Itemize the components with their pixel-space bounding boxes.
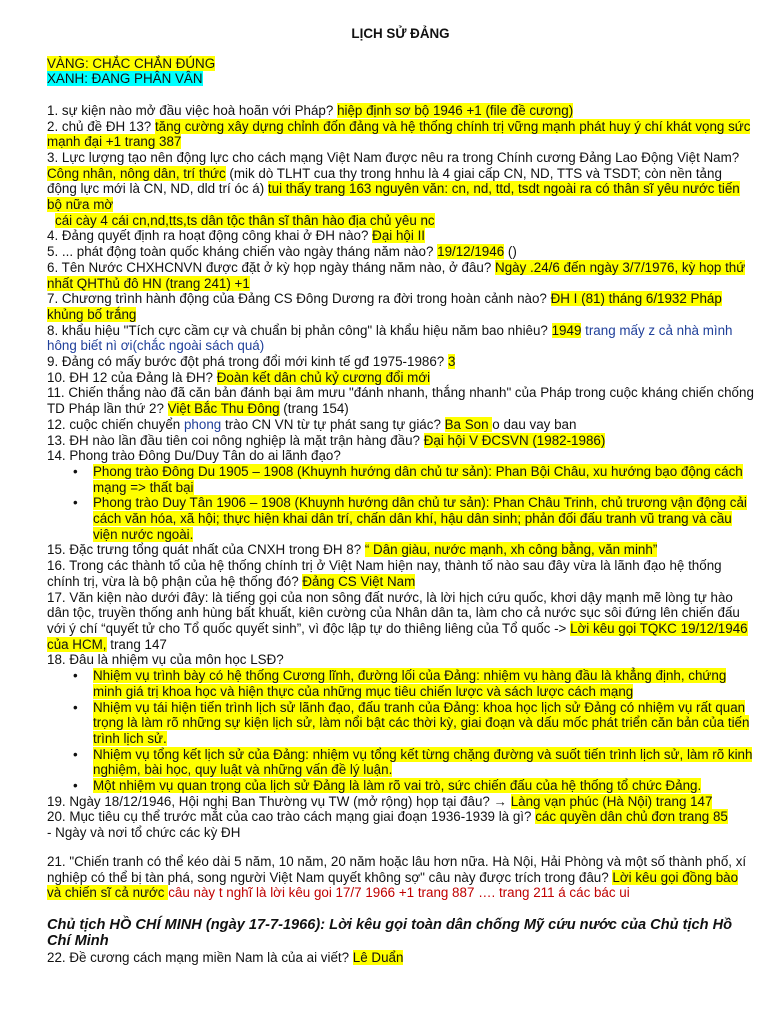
question-text: 6. Tên Nước CHXHCNVN được đặt ở kỳ họp ngày tháng năm nào, ở đâu?	[47, 259, 496, 275]
note-line: - Ngày và nơi tổ chức các kỳ ĐH	[47, 825, 241, 841]
answer-text-2: tui thấy trang 163 nguyên văn: cn, nd, ttd, tsdt ngoài ra có thân sĩ yêu nước tiến bộ nữa mờ	[47, 181, 740, 213]
question-text: 18. Đâu là nhiệm vụ của môn học LSĐ?	[47, 652, 284, 668]
question-8	[47, 323, 754, 354]
question-text: 1. sự kiện nào mở đầu việc hoà hoãn với Pháp?	[47, 102, 338, 118]
answer-text: Lời kêu gọi đồng bào và chiến sĩ cả nước	[47, 869, 739, 901]
legend-cyan-text: XANH: ĐANG PHÂN VÂN	[47, 71, 203, 87]
question-3-extra	[47, 213, 754, 229]
question-15	[47, 542, 754, 558]
page-title: LỊCH SỬ ĐẢNG	[351, 26, 450, 41]
answer-text: ĐH I (81) tháng 6/1932 Pháp khủng bố trắng	[47, 291, 722, 322]
tail-text: (trang 154)	[279, 401, 349, 417]
answer-text: Ngày .24/6 đến ngày 3/7/1976, kỳ họp thứ nhất QHThủ đô HN (trang 241) +1	[47, 259, 746, 291]
question-text: 22. Đề cương cách mạng miền Nam là của ai viết?	[47, 949, 353, 965]
question-14-list	[47, 464, 754, 543]
tail-text: o dau vay ban	[492, 416, 577, 432]
question-16	[47, 558, 754, 589]
answer-text: Nhiệm vụ trình bày có hệ thống Cương lĩnh, đường lối của Đảng: nhiệm vụ hàng đầu là khẳng định, chứng minh giá trị khoa học và hiện thực của những mục tiêu chiến lược và sách lược cách mạng	[93, 668, 727, 699]
question-text: 19. Ngày 18/12/1946, Hội nghị Ban Thường vụ TW (mở rộng) họp tại đâu? →	[47, 793, 511, 809]
question-text: 4. Đảng quyết định ra hoạt động công khai ở ĐH nào?	[47, 228, 373, 244]
question-2	[47, 119, 754, 150]
answer-text: Ba Son	[444, 416, 493, 432]
answer-text: hiệp định sơ bộ 1946 +1 (file đề cương)	[337, 102, 574, 118]
answer-text: Phong trào Đông Du 1905 – 1908 (Khuynh hướng dân chủ tư sản): Phan Bội Châu, xu hướng bạo động cách mạng => thất bại	[93, 463, 743, 495]
question-3	[47, 150, 754, 213]
question-17	[47, 590, 754, 653]
question-text: 20. Mục tiêu cụ thể trước mắt của cao trào cách mạng giai đoạn 1936-1939 là gì?	[47, 809, 536, 825]
question-10	[47, 370, 754, 386]
legend-cyan	[47, 71, 754, 87]
question-text: 5. ... phát động toàn quốc kháng chiến vào ngày tháng năm nào?	[47, 244, 438, 260]
answer-text: Làng vạn phúc (Hà Nội) trang 147	[510, 793, 713, 809]
answer-text: Nhiệm vụ tái hiện tiến trình lịch sử lãnh đạo, đấu tranh của Đảng: khoa học lịch sử Đảng có nhiệm vụ rất quan trọng là làm rõ những sự kiện lịch sử, làm nổi bật các thời kỳ, giai đoạn và dấu mốc phát triển căn bản của tiến trình lịch sử.	[93, 699, 750, 746]
blue-word: phong	[183, 416, 222, 432]
spacer	[47, 841, 754, 854]
list-item	[93, 700, 754, 747]
answer-text: Lê Duẩn	[352, 949, 404, 965]
tail-text: trang 147	[106, 636, 167, 652]
question-14	[47, 448, 754, 464]
note-text: câu này t nghĩ là lời kêu goi 17/7 1966 +1 trang 887 …. trang 211 á các bác ui	[168, 885, 630, 901]
question-text: 2. chủ đề ĐH 13?	[47, 118, 155, 134]
answer-text: Đoàn kết dân chủ kỷ cương đổi mới	[216, 369, 431, 385]
question-text-2: trào CN VN từ tự phát sang tự giác?	[221, 416, 445, 432]
question-text: 12. cuộc chiến chuyển	[47, 416, 184, 432]
answer-text: 1949	[551, 322, 582, 338]
question-text: 11. Chiến thắng nào đã căn bản đánh bại âm mưu "đánh nhanh, thắng nhanh" của Pháp trong cuộc kháng chiến chống TD Pháp lần thứ 2?	[47, 385, 754, 417]
answer-text: Lời kêu gọi TQKC 19/12/1946 của HCM,	[47, 621, 748, 652]
question-6	[47, 260, 754, 291]
question-7	[47, 291, 754, 322]
question-20	[47, 809, 754, 825]
question-18-list	[47, 668, 754, 794]
answer-text: Một nhiệm vụ quan trọng của lịch sử Đảng là làm rõ vai trò, sức chiến đấu của hệ thống tổ chức Đảng.	[93, 778, 702, 794]
question-text: 21. "Chiến tranh có thể kéo dài 5 năm, 10 năm, 20 năm hoặc lâu hơn nữa. Hà Nội, Hải Phòng và một số thành phố, xí nghiệp có thể bị tàn phá, song người Việt Nam quyết không sợ" câu này được trích trong đâu?	[47, 853, 747, 885]
question-text: 15. Đặc trưng tổng quát nhất của CNXH trong ĐH 8?	[47, 542, 365, 558]
question-1	[47, 103, 754, 119]
answer-text: Phong trào Duy Tân 1906 – 1908 (Khuynh hướng dân chủ tư sản): Phan Châu Trinh, chủ trương vận động cải cách văn hóa, xã hội; thực hiện khai dân trí, chấn dân khí, hậu dân sinh; phản đối đấu tranh vũ trang và cầu viện nước ngoài.	[93, 495, 747, 542]
answer-text: Nhiệm vụ tổng kết lịch sử của Đảng: nhiệm vụ tổng kết từng chặng đường và suốt tiến trình lịch sử, làm rõ kinh nghiệm, bài học, quy luật và những vấn đề lý luận.	[93, 746, 753, 778]
question-12	[47, 417, 754, 433]
list-item	[93, 747, 754, 778]
question-text: 17. Văn kiện nào dưới đây: là tiếng gọi của non sông đất nước, là lời hịch cứu quốc, khơi dậy mạnh mẽ lòng tự hào dân tộc, truyền thống anh hùng bất khuất, kiên cường của Nhân dân ta, làm cho cả nước sục sôi đứng lên chiến đấu với ý chí “quyết tử cho Tổ quốc quyết sinh”, vì độc lập tự do thiêng liêng của Tổ quốc ->	[47, 589, 740, 636]
legend-yellow-text: VÀNG: CHẮC CHẮN ĐÚNG	[47, 55, 216, 71]
question-11	[47, 385, 754, 416]
question-4	[47, 228, 754, 244]
answer-text: Việt Bắc Thu Đông	[167, 401, 280, 417]
answer-text: Công nhân, nông dân, trí thức	[47, 165, 226, 181]
answer-text-3: cái cày 4 cái cn,nd,tts,ts dân tộc thân sĩ thân hào địa chủ yêu nc	[55, 212, 435, 228]
question-5	[47, 244, 754, 260]
question-21	[47, 854, 754, 901]
question-text: 13. ĐH nào lần đầu tiên coi nông nghiệp là mặt trận hàng đầu?	[47, 432, 424, 448]
question-text: 10. ĐH 12 của Đảng là ĐH?	[47, 369, 217, 385]
question-text: 14. Phong trào Đông Du/Duy Tân do ai lãnh đạo?	[47, 448, 341, 464]
list-item	[93, 495, 754, 542]
answer-text: 3	[447, 354, 456, 370]
question-text: 16. Trong các thành tố của hệ thống chính trị ở Việt Nam hiện nay, thành tố nào sau đây vừa là lãnh đạo hệ thống chính trị, vừa là bộ phận của hệ thống đó?	[47, 558, 722, 589]
answer-text: Đại hội II	[372, 228, 426, 244]
answer-text: tăng cường xây dựng chỉnh đốn đảng và hệ thống chính trị vững mạnh phát huy ý chí khát vọng sức mạnh đại +1 trang 387	[47, 118, 751, 150]
question-22	[47, 950, 754, 966]
answer-text: Đại hội V ĐCSVN (1982-1986)	[423, 432, 606, 448]
spacer	[47, 901, 754, 914]
question-19	[47, 794, 754, 810]
question-9	[47, 354, 754, 370]
question-18	[47, 652, 754, 668]
question-text: 9. Đảng có mấy bước đột phá trong đổi mới kinh tế gđ 1975-1986?	[47, 354, 448, 370]
section-heading: Chủ tịch HỒ CHÍ MINH (ngày 17-7-1966): Lời kêu gọi toàn dân chống Mỹ cứu nước của Chủ tịch Hồ Chí Minh	[47, 916, 733, 950]
note-text: (mik dò TLHT cua thy trong hnhu là 4 giai cấp CN, ND, TTS và TSDT; còn nền tảng động lực mới là CN, ND, dld trí óc á)	[47, 165, 722, 197]
legend-yellow	[47, 56, 754, 72]
tail-text: ()	[504, 244, 517, 260]
question-text: 3. Lực lượng tạo nên động lực cho cách mạng Việt Nam được nêu ra trong Chính cương Đảng Lao Động Việt Nam?	[47, 149, 740, 165]
answer-text: các quyền dân chủ đơn trang 85	[535, 809, 728, 825]
spacer	[47, 87, 754, 103]
question-text: 7. Chương trình hành động của Đảng CS Đông Dương ra đời trong hoàn cảnh nào?	[47, 291, 551, 307]
list-item	[93, 464, 754, 495]
list-item	[93, 668, 754, 699]
list-item	[93, 778, 754, 794]
answer-text: “ Dân giàu, nước mạnh, xh công bằng, văn minh”	[364, 542, 658, 558]
question-13	[47, 433, 754, 449]
answer-text: Đảng CS Việt Nam	[302, 573, 416, 589]
note-text: trang mấy z cả nhà mình hông biết nì ơi(chắc ngoài sách quá)	[47, 322, 733, 354]
answer-text: 19/12/1946	[437, 244, 505, 260]
question-text: 8. khẩu hiệu "Tích cực cầm cự và chuẩn bị phản công" là khẩu hiệu năm bao nhiêu?	[47, 322, 552, 338]
